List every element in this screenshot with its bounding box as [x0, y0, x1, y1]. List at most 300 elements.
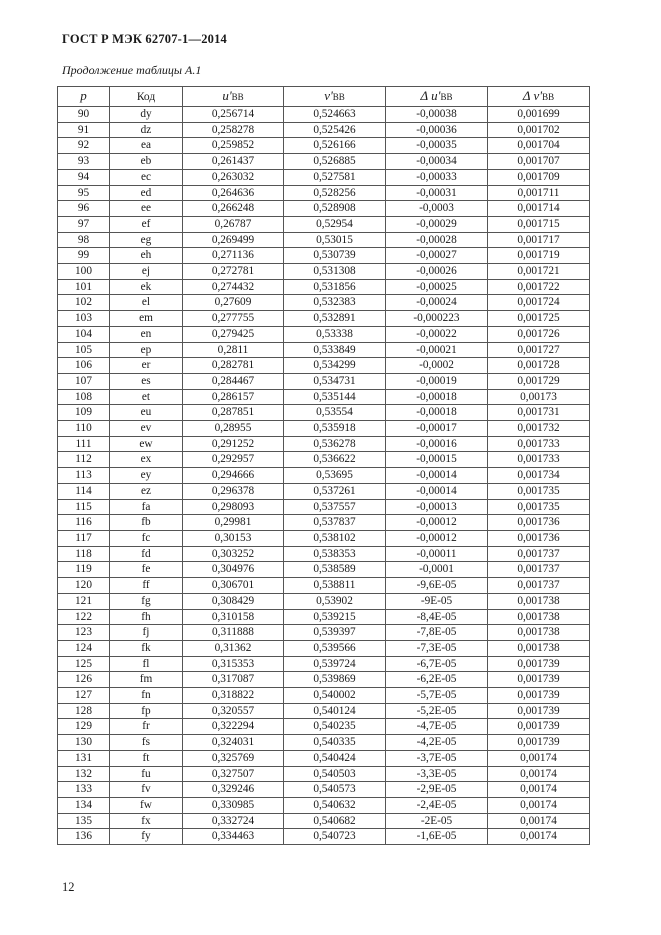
cell-p: 104	[58, 326, 110, 342]
cell-code: fr	[110, 719, 183, 735]
table-row	[58, 185, 590, 201]
cell-delta-v-bb: 0,001737	[488, 578, 590, 594]
cell-delta-v-bb: 0,001739	[488, 688, 590, 704]
cell-code: ey	[110, 468, 183, 484]
cell-delta-v-bb: 0,001738	[488, 625, 590, 641]
cell-delta-v-bb: 0,001732	[488, 421, 590, 437]
cell-delta-u-bb: -0,00012	[386, 515, 488, 531]
table-row	[58, 389, 590, 405]
cell-p: 127	[58, 688, 110, 704]
cell-code: ez	[110, 483, 183, 499]
cell-delta-v-bb: 0,001721	[488, 264, 590, 280]
cell-code: fs	[110, 735, 183, 751]
cell-p: 126	[58, 672, 110, 688]
cell-v-bb: 0,527581	[284, 169, 386, 185]
cell-v-bb: 0,53695	[284, 468, 386, 484]
cell-delta-v-bb: 0,001724	[488, 295, 590, 311]
cell-delta-u-bb: -9,6E-05	[386, 578, 488, 594]
table-row	[58, 154, 590, 170]
cell-u-bb: 0,317087	[183, 672, 284, 688]
cell-u-bb: 0,327507	[183, 766, 284, 782]
cell-delta-v-bb: 0,001715	[488, 216, 590, 232]
cell-u-bb: 0,304976	[183, 562, 284, 578]
cell-code: ep	[110, 342, 183, 358]
cell-code: fj	[110, 625, 183, 641]
table-row	[58, 530, 590, 546]
cell-v-bb: 0,539566	[284, 640, 386, 656]
cell-delta-v-bb: 0,001717	[488, 232, 590, 248]
cell-delta-v-bb: 0,00174	[488, 766, 590, 782]
cell-u-bb: 0,2811	[183, 342, 284, 358]
cell-v-bb: 0,539215	[284, 609, 386, 625]
cell-delta-u-bb: -6,7E-05	[386, 656, 488, 672]
cell-code: fe	[110, 562, 183, 578]
cell-p: 134	[58, 797, 110, 813]
cell-delta-u-bb: -0,00018	[386, 389, 488, 405]
cell-code: fy	[110, 829, 183, 845]
cell-p: 96	[58, 201, 110, 217]
cell-code: es	[110, 373, 183, 389]
cell-delta-u-bb: -0,00038	[386, 107, 488, 123]
cell-v-bb: 0,540235	[284, 719, 386, 735]
cell-p: 122	[58, 609, 110, 625]
cell-code: ef	[110, 216, 183, 232]
document-header: ГОСТ Р МЭК 62707-1—2014	[62, 32, 227, 46]
cell-v-bb: 0,540682	[284, 813, 386, 829]
cell-v-bb: 0,535144	[284, 389, 386, 405]
table-row	[58, 201, 590, 217]
cell-code: en	[110, 326, 183, 342]
cell-delta-v-bb: 0,001734	[488, 468, 590, 484]
cell-delta-v-bb: 0,001737	[488, 562, 590, 578]
cell-v-bb: 0,533849	[284, 342, 386, 358]
cell-v-bb: 0,528256	[284, 185, 386, 201]
cell-u-bb: 0,258278	[183, 122, 284, 138]
cell-delta-v-bb: 0,001738	[488, 609, 590, 625]
cell-v-bb: 0,538353	[284, 546, 386, 562]
cell-delta-u-bb: -0,0002	[386, 358, 488, 374]
table-row	[58, 483, 590, 499]
cell-delta-u-bb: -2,9E-05	[386, 782, 488, 798]
cell-delta-u-bb: -2E-05	[386, 813, 488, 829]
table-row	[58, 499, 590, 515]
cell-p: 113	[58, 468, 110, 484]
cell-p: 117	[58, 530, 110, 546]
cell-p: 121	[58, 593, 110, 609]
cell-u-bb: 0,261437	[183, 154, 284, 170]
cell-code: fn	[110, 688, 183, 704]
cell-delta-u-bb: -8,4E-05	[386, 609, 488, 625]
cell-delta-u-bb: -0,00015	[386, 452, 488, 468]
cell-v-bb: 0,534299	[284, 358, 386, 374]
cell-p: 100	[58, 264, 110, 280]
table-row	[58, 782, 590, 798]
cell-code: el	[110, 295, 183, 311]
cell-delta-v-bb: 0,00174	[488, 750, 590, 766]
table-row	[58, 248, 590, 264]
cell-delta-u-bb: -5,2E-05	[386, 703, 488, 719]
cell-delta-v-bb: 0,001739	[488, 672, 590, 688]
cell-delta-u-bb: -0,0001	[386, 562, 488, 578]
table-row	[58, 169, 590, 185]
table-row	[58, 421, 590, 437]
cell-delta-u-bb: -0,00013	[386, 499, 488, 515]
table-row	[58, 216, 590, 232]
column-header-delta-u-bb: Δ u'BB	[386, 87, 488, 107]
cell-code: fg	[110, 593, 183, 609]
cell-delta-v-bb: 0,001738	[488, 640, 590, 656]
table-row	[58, 625, 590, 641]
cell-v-bb: 0,524663	[284, 107, 386, 123]
table-row	[58, 829, 590, 845]
table-row	[58, 688, 590, 704]
cell-p: 92	[58, 138, 110, 154]
cell-u-bb: 0,29981	[183, 515, 284, 531]
cell-u-bb: 0,325769	[183, 750, 284, 766]
cell-p: 125	[58, 656, 110, 672]
cell-v-bb: 0,539397	[284, 625, 386, 641]
cell-code: dz	[110, 122, 183, 138]
cell-delta-v-bb: 0,001739	[488, 735, 590, 751]
cell-p: 109	[58, 405, 110, 421]
cell-u-bb: 0,315353	[183, 656, 284, 672]
cell-delta-u-bb: -0,00024	[386, 295, 488, 311]
cell-delta-v-bb: 0,001737	[488, 546, 590, 562]
cell-code: fw	[110, 797, 183, 813]
table-row	[58, 358, 590, 374]
cell-u-bb: 0,286157	[183, 389, 284, 405]
cell-u-bb: 0,30153	[183, 530, 284, 546]
cell-p: 90	[58, 107, 110, 123]
cell-u-bb: 0,277755	[183, 311, 284, 327]
cell-p: 114	[58, 483, 110, 499]
table-row	[58, 373, 590, 389]
cell-u-bb: 0,282781	[183, 358, 284, 374]
cell-code: eu	[110, 405, 183, 421]
cell-p: 132	[58, 766, 110, 782]
cell-p: 98	[58, 232, 110, 248]
cell-code: ej	[110, 264, 183, 280]
cell-p: 107	[58, 373, 110, 389]
table-row	[58, 593, 590, 609]
cell-p: 101	[58, 279, 110, 295]
cell-p: 124	[58, 640, 110, 656]
cell-delta-u-bb: -0,00033	[386, 169, 488, 185]
cell-delta-v-bb: 0,001733	[488, 452, 590, 468]
cell-delta-v-bb: 0,00174	[488, 813, 590, 829]
cell-code: eg	[110, 232, 183, 248]
cell-code: fh	[110, 609, 183, 625]
table-row	[58, 264, 590, 280]
cell-delta-u-bb: -4,2E-05	[386, 735, 488, 751]
cell-v-bb: 0,528908	[284, 201, 386, 217]
table-row	[58, 609, 590, 625]
cell-p: 130	[58, 735, 110, 751]
cell-delta-u-bb: -0,00028	[386, 232, 488, 248]
cell-delta-v-bb: 0,001738	[488, 593, 590, 609]
cell-p: 105	[58, 342, 110, 358]
cell-code: fp	[110, 703, 183, 719]
cell-delta-u-bb: -1,6E-05	[386, 829, 488, 845]
cell-v-bb: 0,535918	[284, 421, 386, 437]
cell-u-bb: 0,306701	[183, 578, 284, 594]
cell-p: 131	[58, 750, 110, 766]
cell-u-bb: 0,322294	[183, 719, 284, 735]
table-row	[58, 295, 590, 311]
cell-u-bb: 0,298093	[183, 499, 284, 515]
cell-u-bb: 0,308429	[183, 593, 284, 609]
table-row	[58, 766, 590, 782]
table-row	[58, 342, 590, 358]
cell-u-bb: 0,303252	[183, 546, 284, 562]
cell-code: em	[110, 311, 183, 327]
cell-u-bb: 0,320557	[183, 703, 284, 719]
cell-delta-v-bb: 0,001729	[488, 373, 590, 389]
cell-v-bb: 0,526166	[284, 138, 386, 154]
cell-u-bb: 0,291252	[183, 436, 284, 452]
table-row	[58, 107, 590, 123]
table-row	[58, 452, 590, 468]
cell-code: fa	[110, 499, 183, 515]
cell-delta-v-bb: 0,001728	[488, 358, 590, 374]
cell-delta-u-bb: -0,00026	[386, 264, 488, 280]
column-header-delta-v-bb: Δ v'BB	[488, 87, 590, 107]
cell-delta-u-bb: -9E-05	[386, 593, 488, 609]
cell-p: 94	[58, 169, 110, 185]
cell-u-bb: 0,284467	[183, 373, 284, 389]
table-row	[58, 578, 590, 594]
cell-u-bb: 0,264636	[183, 185, 284, 201]
cell-v-bb: 0,536622	[284, 452, 386, 468]
cell-u-bb: 0,324031	[183, 735, 284, 751]
table-row	[58, 546, 590, 562]
cell-delta-v-bb: 0,001727	[488, 342, 590, 358]
cell-code: fl	[110, 656, 183, 672]
cell-u-bb: 0,28955	[183, 421, 284, 437]
cell-u-bb: 0,292957	[183, 452, 284, 468]
cell-v-bb: 0,526885	[284, 154, 386, 170]
cell-p: 133	[58, 782, 110, 798]
cell-delta-v-bb: 0,001735	[488, 483, 590, 499]
cell-p: 129	[58, 719, 110, 735]
cell-delta-v-bb: 0,001699	[488, 107, 590, 123]
cell-delta-v-bb: 0,001702	[488, 122, 590, 138]
cell-delta-v-bb: 0,001725	[488, 311, 590, 327]
column-header-p: p	[58, 87, 110, 107]
cell-delta-u-bb: -0,00012	[386, 530, 488, 546]
cell-v-bb: 0,540335	[284, 735, 386, 751]
table-row	[58, 813, 590, 829]
cell-delta-v-bb: 0,00174	[488, 797, 590, 813]
cell-u-bb: 0,310158	[183, 609, 284, 625]
cell-delta-u-bb: -0,00011	[386, 546, 488, 562]
cell-code: ea	[110, 138, 183, 154]
cell-v-bb: 0,540632	[284, 797, 386, 813]
cell-v-bb: 0,530739	[284, 248, 386, 264]
cell-delta-u-bb: -3,7E-05	[386, 750, 488, 766]
cell-delta-u-bb: -0,00019	[386, 373, 488, 389]
cell-p: 123	[58, 625, 110, 641]
cell-delta-v-bb: 0,001735	[488, 499, 590, 515]
cell-p: 135	[58, 813, 110, 829]
cell-delta-v-bb: 0,001719	[488, 248, 590, 264]
cell-delta-v-bb: 0,001709	[488, 169, 590, 185]
cell-v-bb: 0,52954	[284, 216, 386, 232]
cell-v-bb: 0,532383	[284, 295, 386, 311]
cell-v-bb: 0,53015	[284, 232, 386, 248]
cell-u-bb: 0,31362	[183, 640, 284, 656]
cell-p: 116	[58, 515, 110, 531]
cell-delta-v-bb: 0,001711	[488, 185, 590, 201]
cell-u-bb: 0,26787	[183, 216, 284, 232]
cell-delta-v-bb: 0,001707	[488, 154, 590, 170]
table-row	[58, 672, 590, 688]
cell-u-bb: 0,332724	[183, 813, 284, 829]
cell-delta-u-bb: -0,00036	[386, 122, 488, 138]
cell-code: ee	[110, 201, 183, 217]
cell-v-bb: 0,53554	[284, 405, 386, 421]
cell-u-bb: 0,330985	[183, 797, 284, 813]
cell-u-bb: 0,334463	[183, 829, 284, 845]
cell-u-bb: 0,329246	[183, 782, 284, 798]
cell-code: fc	[110, 530, 183, 546]
table-row	[58, 640, 590, 656]
cell-code: et	[110, 389, 183, 405]
cell-v-bb: 0,537557	[284, 499, 386, 515]
table-row	[58, 656, 590, 672]
cell-code: eh	[110, 248, 183, 264]
cell-delta-v-bb: 0,001722	[488, 279, 590, 295]
cell-delta-u-bb: -0,00014	[386, 468, 488, 484]
cell-delta-v-bb: 0,001739	[488, 719, 590, 735]
table-row	[58, 750, 590, 766]
cell-p: 112	[58, 452, 110, 468]
cell-v-bb: 0,540503	[284, 766, 386, 782]
table-row	[58, 122, 590, 138]
cell-p: 120	[58, 578, 110, 594]
cell-u-bb: 0,274432	[183, 279, 284, 295]
cell-v-bb: 0,531308	[284, 264, 386, 280]
table-row	[58, 719, 590, 735]
table-row	[58, 138, 590, 154]
cell-delta-v-bb: 0,001726	[488, 326, 590, 342]
cell-v-bb: 0,534731	[284, 373, 386, 389]
cell-delta-v-bb: 0,001739	[488, 703, 590, 719]
data-table	[57, 86, 590, 845]
cell-u-bb: 0,263032	[183, 169, 284, 185]
cell-code: eb	[110, 154, 183, 170]
cell-p: 111	[58, 436, 110, 452]
cell-v-bb: 0,540573	[284, 782, 386, 798]
cell-v-bb: 0,53338	[284, 326, 386, 342]
column-header-u-bb: u'BB	[183, 87, 284, 107]
cell-code: er	[110, 358, 183, 374]
cell-delta-u-bb: -0,00031	[386, 185, 488, 201]
cell-code: ek	[110, 279, 183, 295]
cell-v-bb: 0,540424	[284, 750, 386, 766]
cell-v-bb: 0,536278	[284, 436, 386, 452]
cell-delta-u-bb: -3,3E-05	[386, 766, 488, 782]
cell-delta-u-bb: -0,0003	[386, 201, 488, 217]
cell-delta-v-bb: 0,00174	[488, 829, 590, 845]
table-row	[58, 703, 590, 719]
cell-p: 106	[58, 358, 110, 374]
cell-delta-u-bb: -0,00029	[386, 216, 488, 232]
cell-code: ft	[110, 750, 183, 766]
table-caption: Продолжение таблицы А.1	[62, 63, 202, 77]
table-row	[58, 232, 590, 248]
cell-p: 93	[58, 154, 110, 170]
cell-u-bb: 0,269499	[183, 232, 284, 248]
cell-code: fu	[110, 766, 183, 782]
cell-p: 91	[58, 122, 110, 138]
cell-delta-u-bb: -0,00014	[386, 483, 488, 499]
cell-code: dy	[110, 107, 183, 123]
table-header-row	[58, 87, 590, 107]
cell-code: fd	[110, 546, 183, 562]
cell-v-bb: 0,532891	[284, 311, 386, 327]
table-row	[58, 311, 590, 327]
cell-p: 103	[58, 311, 110, 327]
cell-delta-u-bb: -0,00021	[386, 342, 488, 358]
cell-delta-v-bb: 0,00174	[488, 782, 590, 798]
cell-u-bb: 0,256714	[183, 107, 284, 123]
cell-delta-u-bb: -0,00025	[386, 279, 488, 295]
cell-u-bb: 0,318822	[183, 688, 284, 704]
cell-p: 108	[58, 389, 110, 405]
cell-code: ex	[110, 452, 183, 468]
cell-delta-u-bb: -0,00016	[386, 436, 488, 452]
cell-code: ec	[110, 169, 183, 185]
cell-delta-u-bb: -0,00022	[386, 326, 488, 342]
cell-delta-u-bb: -6,2E-05	[386, 672, 488, 688]
cell-code: ff	[110, 578, 183, 594]
cell-delta-v-bb: 0,001704	[488, 138, 590, 154]
cell-v-bb: 0,538102	[284, 530, 386, 546]
cell-delta-v-bb: 0,001736	[488, 515, 590, 531]
cell-u-bb: 0,296378	[183, 483, 284, 499]
cell-delta-u-bb: -0,00018	[386, 405, 488, 421]
cell-v-bb: 0,538811	[284, 578, 386, 594]
cell-v-bb: 0,540124	[284, 703, 386, 719]
cell-v-bb: 0,531856	[284, 279, 386, 295]
cell-p: 128	[58, 703, 110, 719]
cell-u-bb: 0,311888	[183, 625, 284, 641]
table-row	[58, 515, 590, 531]
cell-code: ev	[110, 421, 183, 437]
cell-u-bb: 0,287851	[183, 405, 284, 421]
cell-v-bb: 0,537837	[284, 515, 386, 531]
cell-code: fx	[110, 813, 183, 829]
column-header-code: Код	[110, 87, 183, 107]
cell-delta-u-bb: -4,7E-05	[386, 719, 488, 735]
table-row	[58, 279, 590, 295]
cell-u-bb: 0,266248	[183, 201, 284, 217]
cell-delta-u-bb: -0,000223	[386, 311, 488, 327]
cell-delta-u-bb: -7,8E-05	[386, 625, 488, 641]
table-row	[58, 797, 590, 813]
cell-delta-u-bb: -7,3E-05	[386, 640, 488, 656]
cell-u-bb: 0,271136	[183, 248, 284, 264]
table-body	[58, 107, 590, 845]
cell-delta-v-bb: 0,001736	[488, 530, 590, 546]
cell-u-bb: 0,259852	[183, 138, 284, 154]
cell-delta-u-bb: -0,00034	[386, 154, 488, 170]
table-row	[58, 468, 590, 484]
table-row	[58, 326, 590, 342]
cell-v-bb: 0,53902	[284, 593, 386, 609]
cell-p: 102	[58, 295, 110, 311]
